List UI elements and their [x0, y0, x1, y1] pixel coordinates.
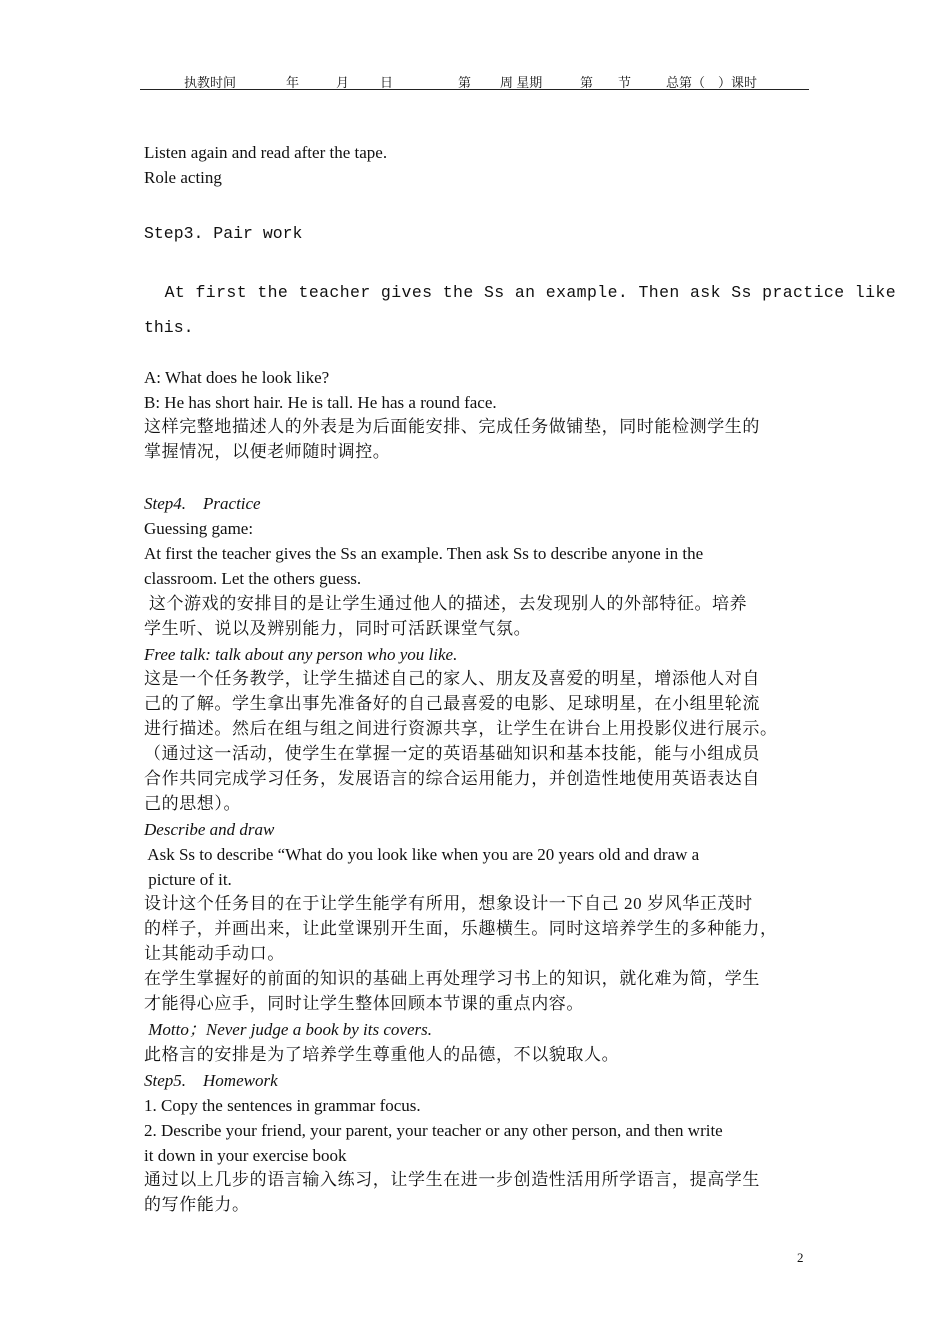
text-line: 设计这个任务目的在于让学生能学有所用，想象设计一下自己 20 岁风华正茂时	[144, 894, 753, 913]
header-period: 节	[618, 75, 632, 90]
list-item: 1. Copy the sentences in grammar focus.	[144, 1096, 421, 1115]
dialogue-line: B: He has short hair. He is tall. He has a round face.	[144, 393, 497, 412]
text-line: this.	[144, 318, 194, 337]
step-heading: Step4. Practice	[144, 494, 261, 513]
header-teaching-time: 执教时间	[184, 75, 237, 90]
text-line: 的样子，并画出来，让此堂课别开生面，乐趣横生。同时这培养学生的多种能力，	[144, 919, 778, 938]
text-line: 合作共同完成学习任务，发展语言的综合运用能力，并创造性地使用英语表达自	[144, 769, 760, 788]
sub-heading: Describe and draw	[144, 820, 275, 839]
text-line: 通过以上几步的语言输入练习，让学生在进一步创造性活用所学语言，提高学生	[144, 1170, 760, 1189]
text-line: Role acting	[144, 168, 222, 187]
step-heading: Step3. Pair work	[144, 224, 303, 243]
text-line: it down in your exercise book	[144, 1146, 347, 1165]
text-line: picture of it.	[144, 870, 232, 889]
header-week-no: 第	[458, 75, 472, 90]
text-line: At first the teacher gives the Ss an example. Then ask Ss to describe anyone in the	[144, 544, 704, 563]
text-line: 进行描述。然后在组与组之间进行资源共享，让学生在讲台上用投影仪进行展示。	[144, 719, 778, 738]
text-line: 己的思想）。	[144, 794, 242, 813]
list-item: 2. Describe your friend, your parent, your teacher or any other person, and then write	[144, 1121, 723, 1140]
text-line: 这是一个任务教学，让学生描述自己的家人、朋友及喜爱的明星，增添他人对自	[144, 669, 760, 688]
text-line: classroom. Let the others guess.	[144, 569, 362, 588]
page-header	[140, 70, 809, 90]
header-year: 年	[286, 75, 300, 90]
text-line: Listen again and read after the tape.	[144, 143, 388, 162]
text-line: 学生听、说以及辨别能力，同时可活跃课堂气氛。	[144, 619, 532, 638]
text-line: 的写作能力。	[144, 1195, 250, 1214]
text-line: Guessing game:	[144, 519, 254, 538]
motto: Motto；Never judge a book by its covers.	[144, 1020, 432, 1039]
text-line: 己的了解。学生拿出事先准备好的自己最喜爱的电影、足球明星，在小组里轮流	[144, 694, 760, 713]
text-line: 掌握情况，以便老师随时调控。	[144, 442, 391, 461]
sub-heading: Free talk: talk about any person who you like.	[144, 645, 458, 664]
header-period-no: 第	[580, 75, 594, 90]
text-line: 这个游戏的安排目的是让学生通过他人的描述，去发现别人的外部特征。培养	[144, 594, 748, 613]
text-line: 才能得心应手，同时让学生整体回顾本节课的重点内容。	[144, 994, 584, 1013]
header-day: 日	[380, 75, 394, 90]
header-month: 月	[336, 75, 350, 90]
text-line: 让其能动手动口。	[144, 944, 285, 963]
dialogue-line: A: What does he look like?	[144, 368, 330, 387]
text-line: 此格言的安排是为了培养学生尊重他人的品德，不以貌取人。	[144, 1045, 620, 1064]
text-line: 这样完整地描述人的外表是为后面能安排、完成任务做铺垫，同时能检测学生的	[144, 417, 760, 436]
header-total-lessons: 总第（ ）课时	[666, 75, 758, 90]
text-line: 在学生掌握好的前面的知识的基础上再处理学习书上的知识，就化难为简，学生	[144, 969, 760, 988]
step-heading: Step5. Homework	[144, 1071, 278, 1090]
header-weekday: 周 星期	[500, 75, 543, 90]
text-line: （通过这一活动，使学生在掌握一定的英语基础知识和基本技能，能与小组成员	[144, 744, 760, 763]
page-number: 2	[797, 1250, 804, 1265]
text-line: Ask Ss to describe “What do you look like when you are 20 years old and draw a	[144, 845, 700, 864]
text-line: At first the teacher gives the Ss an example. Then ask Ss practice like	[144, 283, 897, 302]
